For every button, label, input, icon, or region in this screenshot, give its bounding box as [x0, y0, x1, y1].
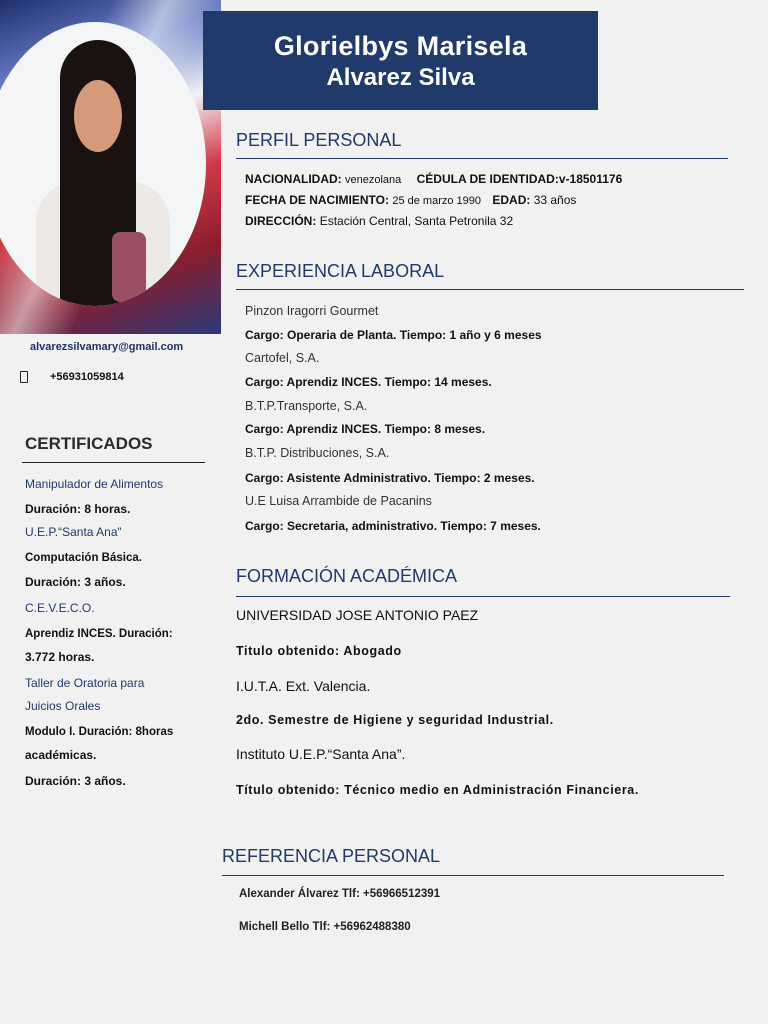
certificado-detail: Aprendiz INCES. Duración: [25, 628, 173, 640]
experiencia-cargo: Cargo: Asistente Administrativo. Tiempo: 2 meses. [245, 471, 535, 485]
direccion-value: Estación Central, Santa Petronila 32 [319, 214, 514, 228]
experiencia-cargo: Cargo: Aprendiz INCES. Tiempo: 8 meses. [245, 422, 486, 436]
phone-icon [20, 371, 28, 383]
certificado-name: Manipulador de Alimentos [25, 477, 164, 491]
certificado-detail: Duración: 8 horas. [25, 502, 131, 516]
experiencia-cargo: Cargo: Secretaria, administrativo. Tiempo: 7 meses. [245, 519, 541, 533]
experiencia-cargo: Cargo: Operaria de Planta. Tiempo: 1 año y 6 meses [245, 328, 542, 342]
certificado-name: C.E.V.E.C.O. [25, 601, 95, 615]
formacion-title: Titulo obtenido: Abogado [236, 644, 402, 658]
certificado-detail: Duración: 3 años. [25, 774, 126, 788]
perfil-row-2 [245, 193, 576, 207]
fecha-label: FECHA DE NACIMIENTO: [245, 193, 389, 207]
cedula-value: v-18501176 [558, 172, 623, 186]
certificado-name: U.E.P.“Santa Ana” [25, 525, 122, 539]
portrait-face [74, 80, 122, 152]
direccion-label: DIRECCIÓN: [245, 214, 317, 228]
certificados-heading: CERTIFICADOS [25, 434, 153, 453]
profile-photo [0, 0, 221, 334]
nacionalidad-label: NACIONALIDAD: [245, 172, 342, 186]
certificado-detail: Modulo I. Duración: 8horas [25, 726, 174, 738]
experiencia-company: Pinzon Iragorri Gourmet [245, 304, 379, 318]
certificado-detail: académicas. [25, 748, 97, 762]
experiencia-rule [236, 289, 744, 290]
referencia-heading: REFERENCIA PERSONAL [222, 846, 441, 866]
contact-email[interactable]: alvarezsilvamary@gmail.com [30, 341, 184, 353]
formacion-institution: Instituto U.E.P.“Santa Ana”. [236, 746, 406, 762]
contact-phone[interactable]: +56931059814 [50, 371, 124, 383]
certificado-detail: Computación Básica. [25, 552, 142, 564]
referencia-rule [222, 875, 724, 876]
name-line-1: Glorielbys Marisela [273, 31, 528, 61]
certificado-detail: 3.772 horas. [25, 650, 95, 664]
perfil-row-1 [245, 172, 622, 186]
certificados-rule [22, 462, 205, 463]
name-line-2: Alvarez Silva [326, 64, 475, 91]
formacion-title: 2do. Semestre de Higiene y seguridad Industrial. [236, 713, 554, 727]
experiencia-heading: EXPERIENCIA LABORAL [236, 261, 445, 281]
formacion-institution: I.U.T.A. Ext. Valencia. [236, 678, 371, 694]
experiencia-company: B.T.P.Transporte, S.A. [245, 399, 368, 413]
nacionalidad-value: venezolana [345, 174, 402, 186]
formacion-institution: UNIVERSIDAD JOSE ANTONIO PAEZ [236, 607, 479, 623]
photo-oval-frame [0, 22, 206, 306]
formacion-rule [236, 596, 730, 597]
formacion-title: Título obtenido: Técnico medio en Administración Financiera. [236, 783, 639, 797]
fecha-value: 25 de marzo 1990 [392, 195, 482, 207]
experiencia-company: U.E Luisa Arrambide de Pacanins [245, 494, 432, 508]
experiencia-cargo: Cargo: Aprendiz INCES. Tiempo: 14 meses. [245, 375, 492, 389]
certificado-name: Juicios Orales [25, 699, 101, 713]
formacion-heading: FORMACIÓN ACADÉMICA [236, 566, 458, 586]
portrait-blouse [112, 232, 146, 302]
certificado-detail: Duración: 3 años. [25, 575, 126, 589]
contact-phone-row [20, 371, 124, 383]
edad-label: EDAD: [492, 193, 531, 207]
certificado-name: Taller de Oratoria para [25, 676, 145, 690]
perfil-heading: PERFIL PERSONAL [236, 130, 402, 150]
edad-value: 33 años [533, 193, 577, 207]
referencia-item: Alexander Álvarez Tlf: +56966512391 [239, 888, 441, 900]
experiencia-company: B.T.P. Distribuciones, S.A. [245, 446, 390, 460]
perfil-row-3 [245, 214, 513, 228]
perfil-rule [236, 158, 728, 159]
cedula-label: CÉDULA DE IDENTIDAD: [416, 172, 559, 186]
experiencia-company: Cartofel, S.A. [245, 351, 320, 365]
name-header [203, 11, 598, 110]
referencia-item: Michell Bello Tlf: +56962488380 [239, 921, 411, 933]
